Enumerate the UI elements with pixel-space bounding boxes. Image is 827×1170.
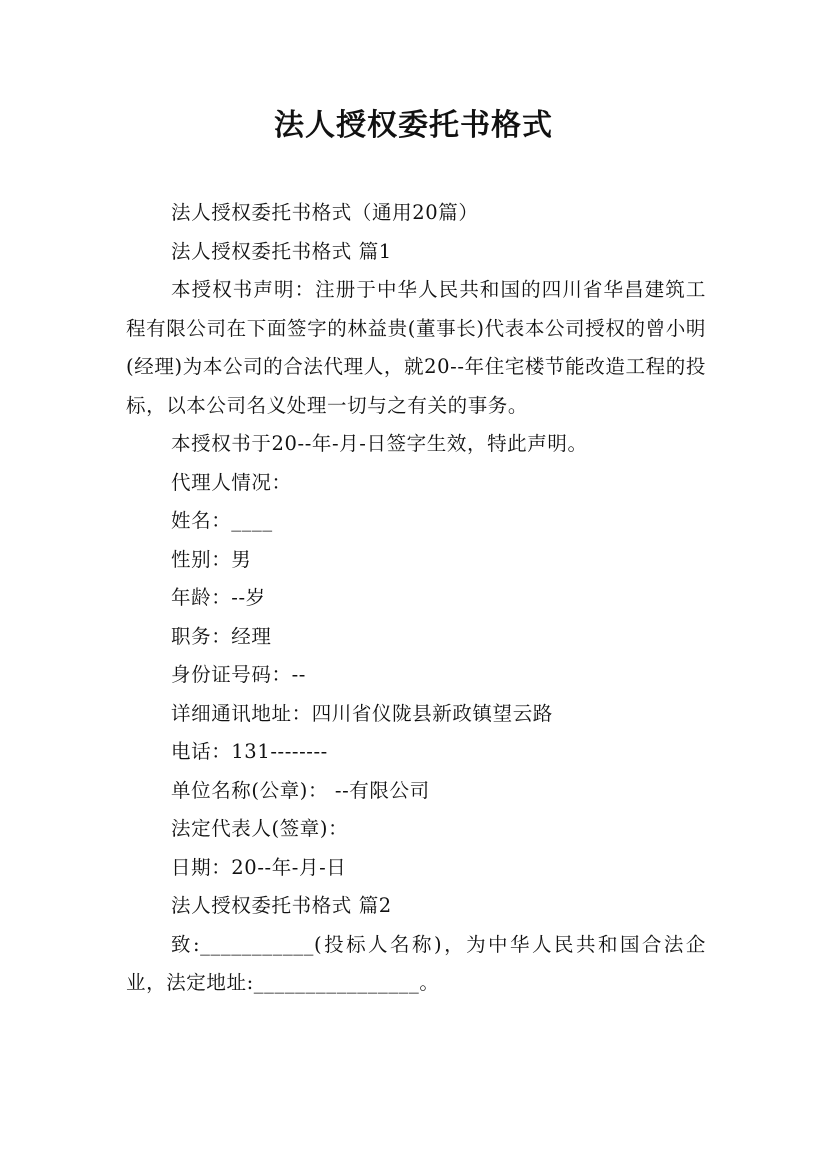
paragraph-subtitle: 法人授权委托书格式（通用20篇） (171, 201, 479, 224)
paragraph-company-name: 单位名称(公章)： --有限公司 (171, 778, 430, 802)
paragraph-agent-info-heading: 代理人情况： (171, 470, 292, 494)
paragraph-agent-position: 职务：经理 (171, 624, 272, 648)
paragraph-section-1-heading: 法人授权委托书格式 篇1 (171, 239, 392, 263)
paragraph-agent-address: 详细通讯地址：四川省仪陇县新政镇望云路 (171, 701, 553, 725)
paragraph-agent-id-number: 身份证号码：-- (171, 663, 306, 686)
document-title: 法人授权委托书格式 (274, 108, 553, 143)
document-body (126, 194, 706, 1003)
paragraph-addressee: 致:___________(投标人名称)，为中华人民共和国合法企业，法定地址:________________。 (126, 932, 706, 994)
paragraph-agent-phone: 电话：131-------- (171, 740, 328, 763)
paragraph-legal-representative: 法定代表人(签章)： (171, 817, 349, 840)
paragraph-effective-date: 本授权书于20--年-月-日签字生效，特此声明。 (171, 432, 588, 455)
paragraph-declaration: 本授权书声明：注册于中华人民共和国的四川省华昌建筑工程有限公司在下面签字的林益贵(董事长)代表本公司授权的曾小明(经理)为本公司的合法代理人，就20--年住宅楼节能改造工程的投标，以本公司名义处理一切与之有关的事务。 (126, 278, 706, 417)
paragraph-agent-age: 年龄：--岁 (171, 586, 266, 609)
paragraph-agent-gender: 性别：男 (171, 547, 252, 571)
paragraph-date: 日期：20--年-月-日 (171, 855, 347, 879)
paragraph-agent-name: 姓名：____ (171, 509, 273, 532)
paragraph-section-2-heading: 法人授权委托书格式 篇2 (171, 894, 392, 917)
